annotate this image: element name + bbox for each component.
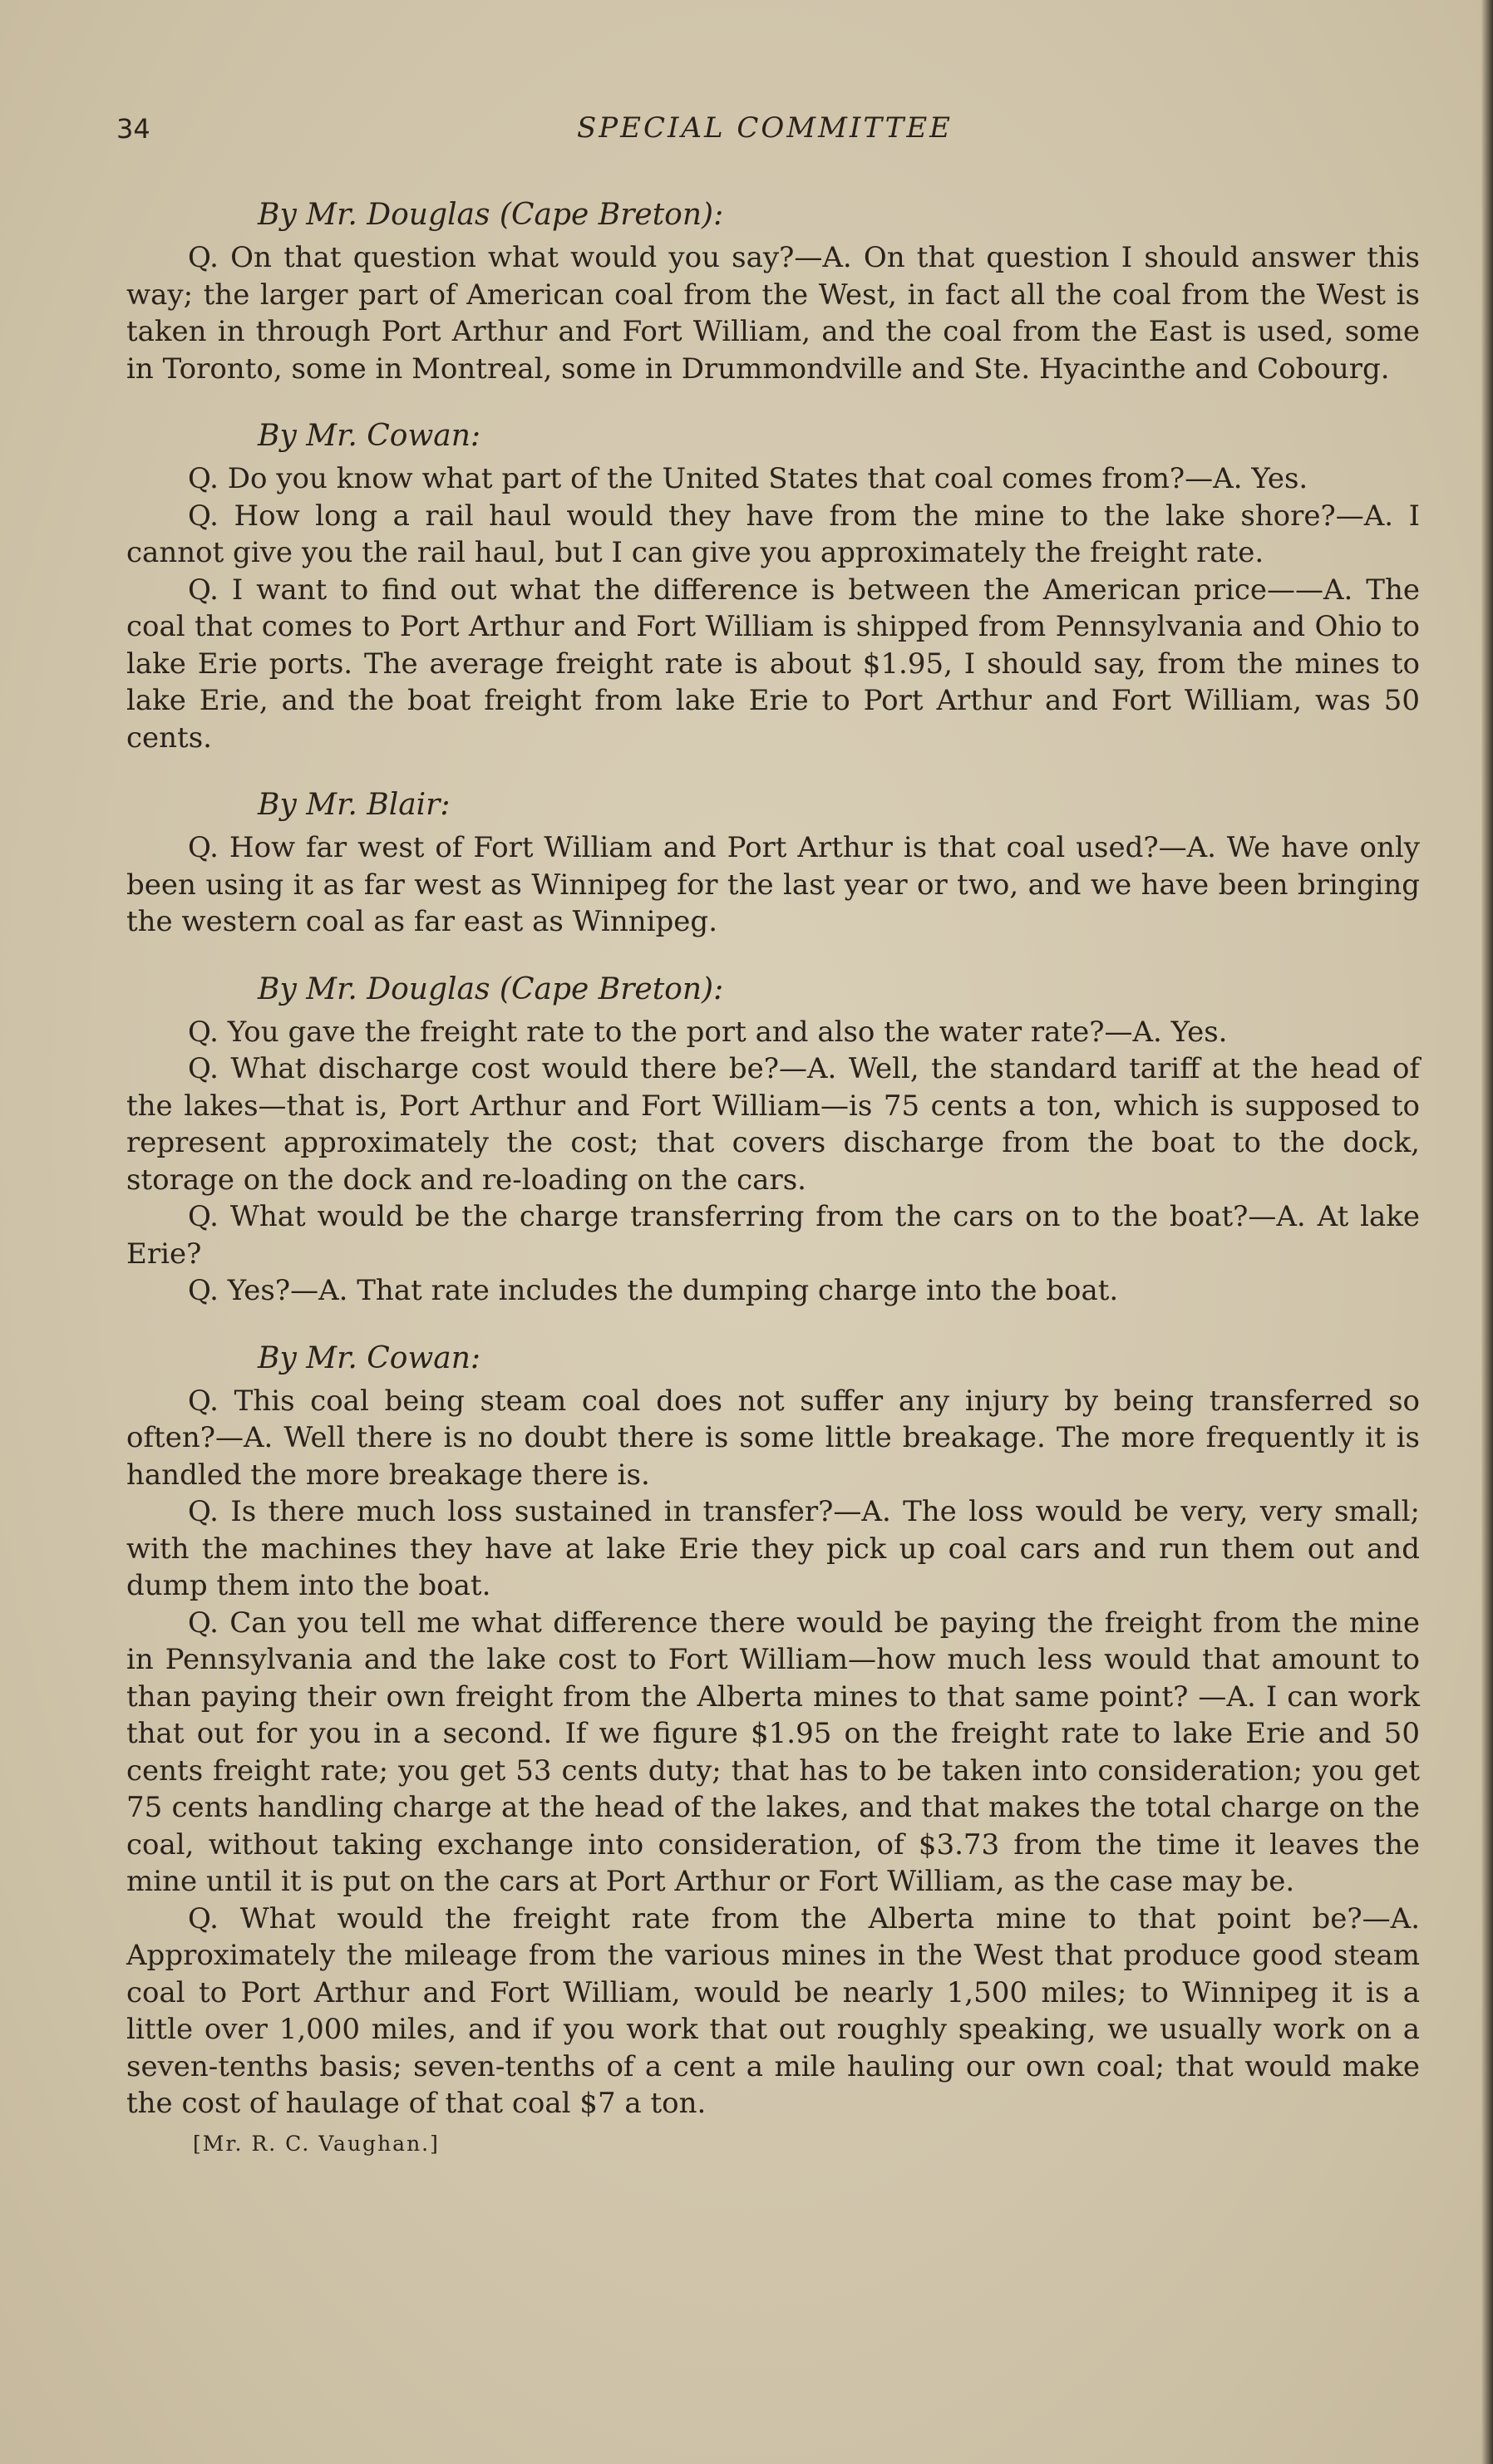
testimony-section	[126, 971, 1420, 1310]
qa-paragraph: Q. Yes?—A. That rate includes the dumping charge into the boat.	[188, 1274, 1119, 1307]
speaker-heading: By Mr. Blair:	[258, 788, 451, 822]
qa-paragraph: Q. Is there much loss sustained in transfer?—A. The loss would be very, very small; with the machines they have at lake Erie they pick up coal cars and run them out and dump them into the boat.	[126, 1495, 1420, 1602]
testimony-section	[126, 1340, 1420, 2159]
speaker-heading: By Mr. Cowan:	[258, 1340, 481, 1375]
page-number: 34	[116, 113, 150, 145]
qa-paragraph: Q. What discharge cost would there be?—A. Well, the standard tariff at the head of the lakes—that is, Port Arthur and Fort William—is 75 cents a ton, which is supposed to represent approximately the cost; that covers discharge from the boat to the dock, storage on the dock and re-loading on the cars.	[126, 1052, 1420, 1197]
qa-paragraph: Q. What would the freight rate from the Alberta mine to that point be?—A. Approximately the mileage from the various mines in the West that produce good steam coal to Port Arthur and Fort William, would be nearly 1,500 miles; to Winnipeg it is a little over 1,000 miles, and if you work that out roughly speaking, we usually work on a seven-tenths basis; seven-tenths of a cent a mile hauling our own coal; that would make the cost of haulage of that coal $7 a ton.	[126, 1901, 1420, 2120]
speaker-heading: By Mr. Cowan:	[258, 419, 481, 453]
testimony-section	[126, 417, 1420, 756]
speaker-heading: By Mr. Douglas (Cape Breton):	[258, 971, 724, 1006]
qa-paragraph: Q. You gave the freight rate to the port and also the water rate?—A. Yes.	[188, 1015, 1228, 1049]
running-head: SPECIAL COMMITTEE	[577, 111, 953, 145]
qa-paragraph: Q. This coal being steam coal does not suffer any injury by being transferred so often?—A. Well there is no doubt there is some little breakage. The more frequently it is handled the more breakage there is.	[126, 1384, 1420, 1492]
qa-paragraph: Q. Can you tell me what difference there would be paying the freight from the mine in Pennsylvania and the lake cost to Fort William—how much less would that amount to than paying their own freight from the Alberta mines to that same point? —A. I can work that out for you in a second. If we figure $1.95 on the freight rate to lake Erie and 50 cents freight rate; you get 53 cents duty; that has to be taken into consideration; you get 75 cents handling charge at the head of the lakes, and that makes the total charge on the coal, without taking exchange into consideration, of $3.73 from the time it leaves the mine until it is put on the cars at Port Arthur or Fort William, as the case may be.	[126, 1606, 1420, 1898]
qa-paragraph: Q. I want to find out what the difference is between the American price——A. The coal that comes to Port Arthur and Fort William is shipped from Pennsylvania and Ohio to lake Erie ports. The average freight rate is about $1.95, I should say, from the mines to lake Erie, and the boat freight from lake Erie to Port Arthur and Fort William, was 50 cents.	[126, 573, 1420, 755]
witness-footnote: [Mr. R. C. Vaughan.]	[193, 2131, 440, 2156]
testimony-section	[126, 786, 1420, 941]
qa-paragraph: Q. On that question what would you say?—A. On that question I should answer this way; the larger part of American coal from the West, in fact all the coal from the West is taken in through Port Arthur and Fort William, and the coal from the East is used, some in Toronto, some in Montreal, some in Drummondville and Ste. Hyacinthe and Cobourg.	[126, 241, 1420, 386]
transcript-body	[126, 196, 1420, 2189]
qa-paragraph: Q. What would be the charge transferring from the cars on to the boat?—A. At lake Erie?	[126, 1200, 1420, 1271]
qa-paragraph: Q. Do you know what part of the United States that coal comes from?—A. Yes.	[188, 462, 1308, 495]
page-edge-shadow	[1481, 0, 1493, 2464]
qa-paragraph: Q. How long a rail haul would they have from the mine to the lake shore?—A. I cannot give you the rail haul, but I can give you approximately the freight rate.	[126, 499, 1420, 569]
speaker-heading: By Mr. Douglas (Cape Breton):	[258, 198, 724, 232]
testimony-section	[126, 196, 1420, 387]
qa-paragraph: Q. How far west of Fort William and Port Arthur is that coal used?—A. We have only been using it as far west as Winnipeg for the last year or two, and we have been bringing the western coal as far east as Winnipeg.	[126, 831, 1420, 938]
page-header	[116, 106, 1413, 156]
